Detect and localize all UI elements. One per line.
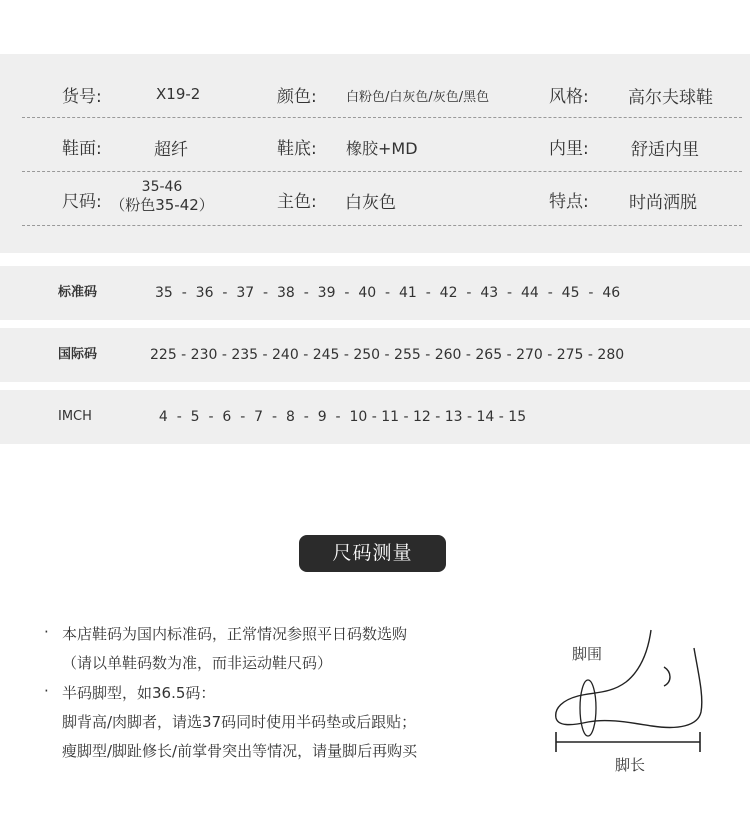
upper-label: 鞋面: [62,139,102,159]
size-row-label: 标准码 [58,285,98,300]
divider [22,171,742,172]
style-label: 风格: [549,87,589,107]
size-row-label: IMCH [58,409,92,424]
note-half-size: 半码脚型，如36.5码： [62,684,216,702]
bullet: · [44,682,49,700]
girth-label: 脚围 [572,645,603,663]
main-color-value: 白灰色 [345,193,396,213]
note-standard-size-detail: （请以单鞋码数为准，而非运动鞋尺码） [62,654,333,672]
note-half-size-thick: 脚背高/肉脚者，请选37码同时使用半码垫或后跟贴； [62,713,417,731]
note-half-size-thin: 瘦脚型/脚趾修长/前掌骨突出等情况，请量脚后再购买 [62,742,418,760]
size-measure-title: 尺码测量 [299,535,446,572]
size-range-pink: （粉色35-42） [110,196,214,214]
feature-value: 时尚洒脱 [629,193,697,213]
style-value: 高尔夫球鞋 [628,88,713,108]
size-row-values: 4 - 5 - 6 - 7 - 8 - 9 - 10 - 11 - 12 - 13 - 14 - 15 [150,409,527,425]
size-row-values: 225 - 230 - 235 - 240 - 245 - 250 - 255 - 260 - 265 - 270 - 275 - 280 [150,347,625,363]
girth-ellipse [580,680,596,736]
size-row-label: 国际码 [58,347,98,362]
main-color-label: 主色: [277,192,317,212]
ankle-mark [664,667,670,686]
item-no-label: 货号: [62,87,102,107]
size-row-values: 35 - 36 - 37 - 38 - 39 - 40 - 41 - 42 - 43 - 44 - 45 - 46 [155,285,621,301]
feature-label: 特点: [549,192,589,212]
item-no-value: X19-2 [156,85,201,103]
spec-panel [0,54,750,253]
lining-label: 内里: [549,139,589,159]
bullet: · [44,623,49,641]
color-value: 白粉色/白灰色/灰色/黑色 [346,90,490,105]
lining-value: 舒适内里 [631,140,699,160]
size-label: 尺码: [62,192,102,212]
size-row-standard [0,266,750,320]
length-label: 脚长 [615,756,646,774]
size-row-inch [0,390,750,444]
divider [22,225,742,226]
size-row-international [0,328,750,382]
color-label: 颜色: [277,87,317,107]
note-standard-size: 本店鞋码为国内标准码，正常情况参照平日码数选购 [62,625,408,643]
sole-value: 橡胶+MD [346,139,418,158]
upper-value: 超纤 [154,140,188,160]
size-range-value [102,178,222,214]
size-range-main: 35-46 [141,179,183,195]
divider [22,117,742,118]
sole-label: 鞋底: [277,139,317,159]
